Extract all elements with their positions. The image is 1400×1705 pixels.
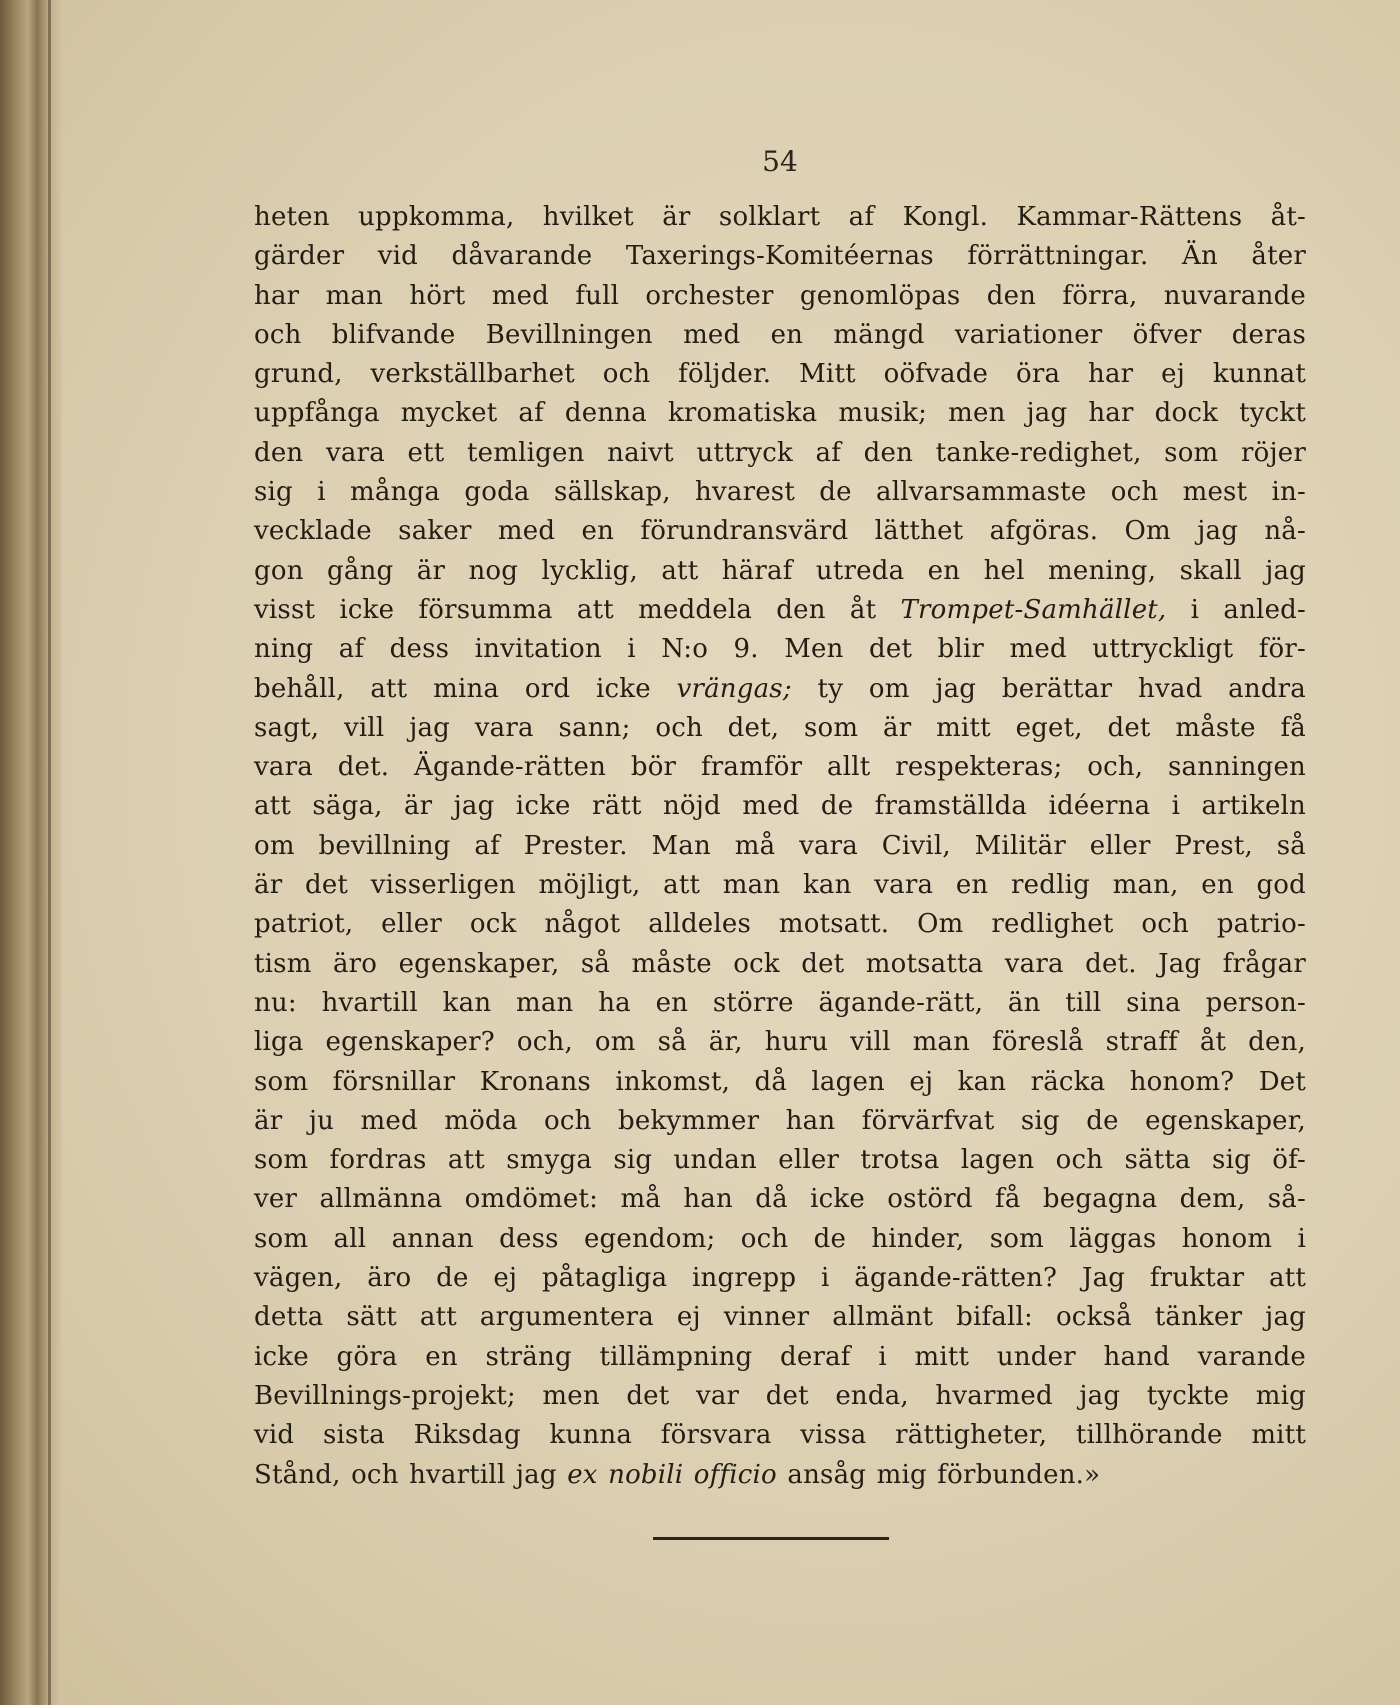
text-line: Bevillnings-projekt; men det var det enda, hvarmed jag tyckte mig	[254, 1380, 1306, 1411]
text-line: nu: hvartill kan man ha en större ägande-rätt, än till sina person-	[254, 987, 1306, 1018]
text-line: visst icke försumma att meddela den åt Trompet-Samhället, i anled-	[254, 594, 1306, 625]
text-line: detta sätt att argumentera ej vinner allmänt bifall: också tänker jag	[254, 1302, 1306, 1333]
text-line: som fordras att smyga sig undan eller trotsa lagen och sätta sig öf-	[254, 1145, 1306, 1176]
text-line: sagt, vill jag vara sann; och det, som är mitt eget, det måste få	[254, 712, 1306, 743]
text-line: Stånd, och hvartill jag ex nobili officio ansåg mig förbunden.»	[254, 1459, 1101, 1490]
text-line: grund, verkställbarhet och följder. Mitt oöfvade öra har ej kunnat	[254, 359, 1306, 390]
text-line: om bevillning af Prester. Man må vara Civil, Militär eller Prest, så	[254, 830, 1306, 861]
text-line: vid sista Riksdag kunna försvara vissa rättigheter, tillhörande mitt	[254, 1420, 1306, 1451]
text-line: som all annan dess egendom; och de hinder, som läggas honom i	[254, 1223, 1306, 1254]
text-line: tism äro egenskaper, så måste ock det motsatta vara det. Jag frågar	[254, 948, 1306, 979]
text-line: ver allmänna omdömet: må han då icke ostörd få begagna dem, så-	[254, 1184, 1306, 1215]
text-line: vägen, äro de ej påtagliga ingrepp i ägande-rätten? Jag fruktar att	[254, 1263, 1306, 1294]
text-line: är det visserligen möjligt, att man kan vara en redlig man, en god	[254, 870, 1306, 901]
book-spine	[0, 0, 62, 1705]
text-line: att säga, är jag icke rätt nöjd med de framställda idéerna i artikeln	[254, 791, 1306, 822]
text-line: som försnillar Kronans inkomst, då lagen ej kan räcka honom? Det	[254, 1066, 1306, 1097]
text-line: gon gång är nog lycklig, att häraf utreda en hel mening, skall jag	[254, 555, 1306, 586]
text-line: uppfånga mycket af denna kromatiska musik; men jag har dock tyckt	[254, 398, 1306, 429]
text-line: och blifvande Bevillningen med en mängd variationer öfver deras	[254, 319, 1306, 350]
text-line: patriot, eller ock något alldeles motsatt. Om redlighet och patrio-	[254, 909, 1306, 940]
text-line: den vara ett temligen naivt uttryck af den tanke-redighet, som röjer	[254, 437, 1306, 468]
text-line: liga egenskaper? och, om så är, huru vill man föreslå straff åt den,	[254, 1027, 1306, 1058]
text-line: ning af dess invitation i N:o 9. Men det blir med uttryckligt för-	[254, 634, 1306, 665]
text-line: behåll, att mina ord icke vrängas; ty om jag berättar hvad andra	[254, 673, 1307, 704]
text-line: har man hört med full orchester genomlöpas den förra, nuvarande	[254, 280, 1306, 311]
text-line: vara det. Ägande-rätten bör framför allt respekteras; och, sanningen	[254, 752, 1306, 783]
text-line: icke göra en sträng tillämpning deraf i mitt under hand varande	[254, 1341, 1306, 1372]
text-line: heten uppkomma, hvilket är solklart af Kongl. Kammar-Rättens åt-	[254, 202, 1306, 232]
body-text	[254, 198, 1306, 1495]
end-rule	[653, 1537, 889, 1540]
page-number: 54	[762, 145, 798, 178]
text-line: gärder vid dåvarande Taxerings-Komitéernas förrättningar. Än åter	[254, 241, 1306, 272]
text-line: är ju med möda och bekymmer han förvärfvat sig de egenskaper,	[254, 1105, 1306, 1136]
text-line: sig i många goda sällskap, hvarest de allvarsammaste och mest in-	[254, 477, 1306, 508]
text-line: vecklade saker med en förundransvärd lätthet afgöras. Om jag nå-	[254, 516, 1306, 547]
